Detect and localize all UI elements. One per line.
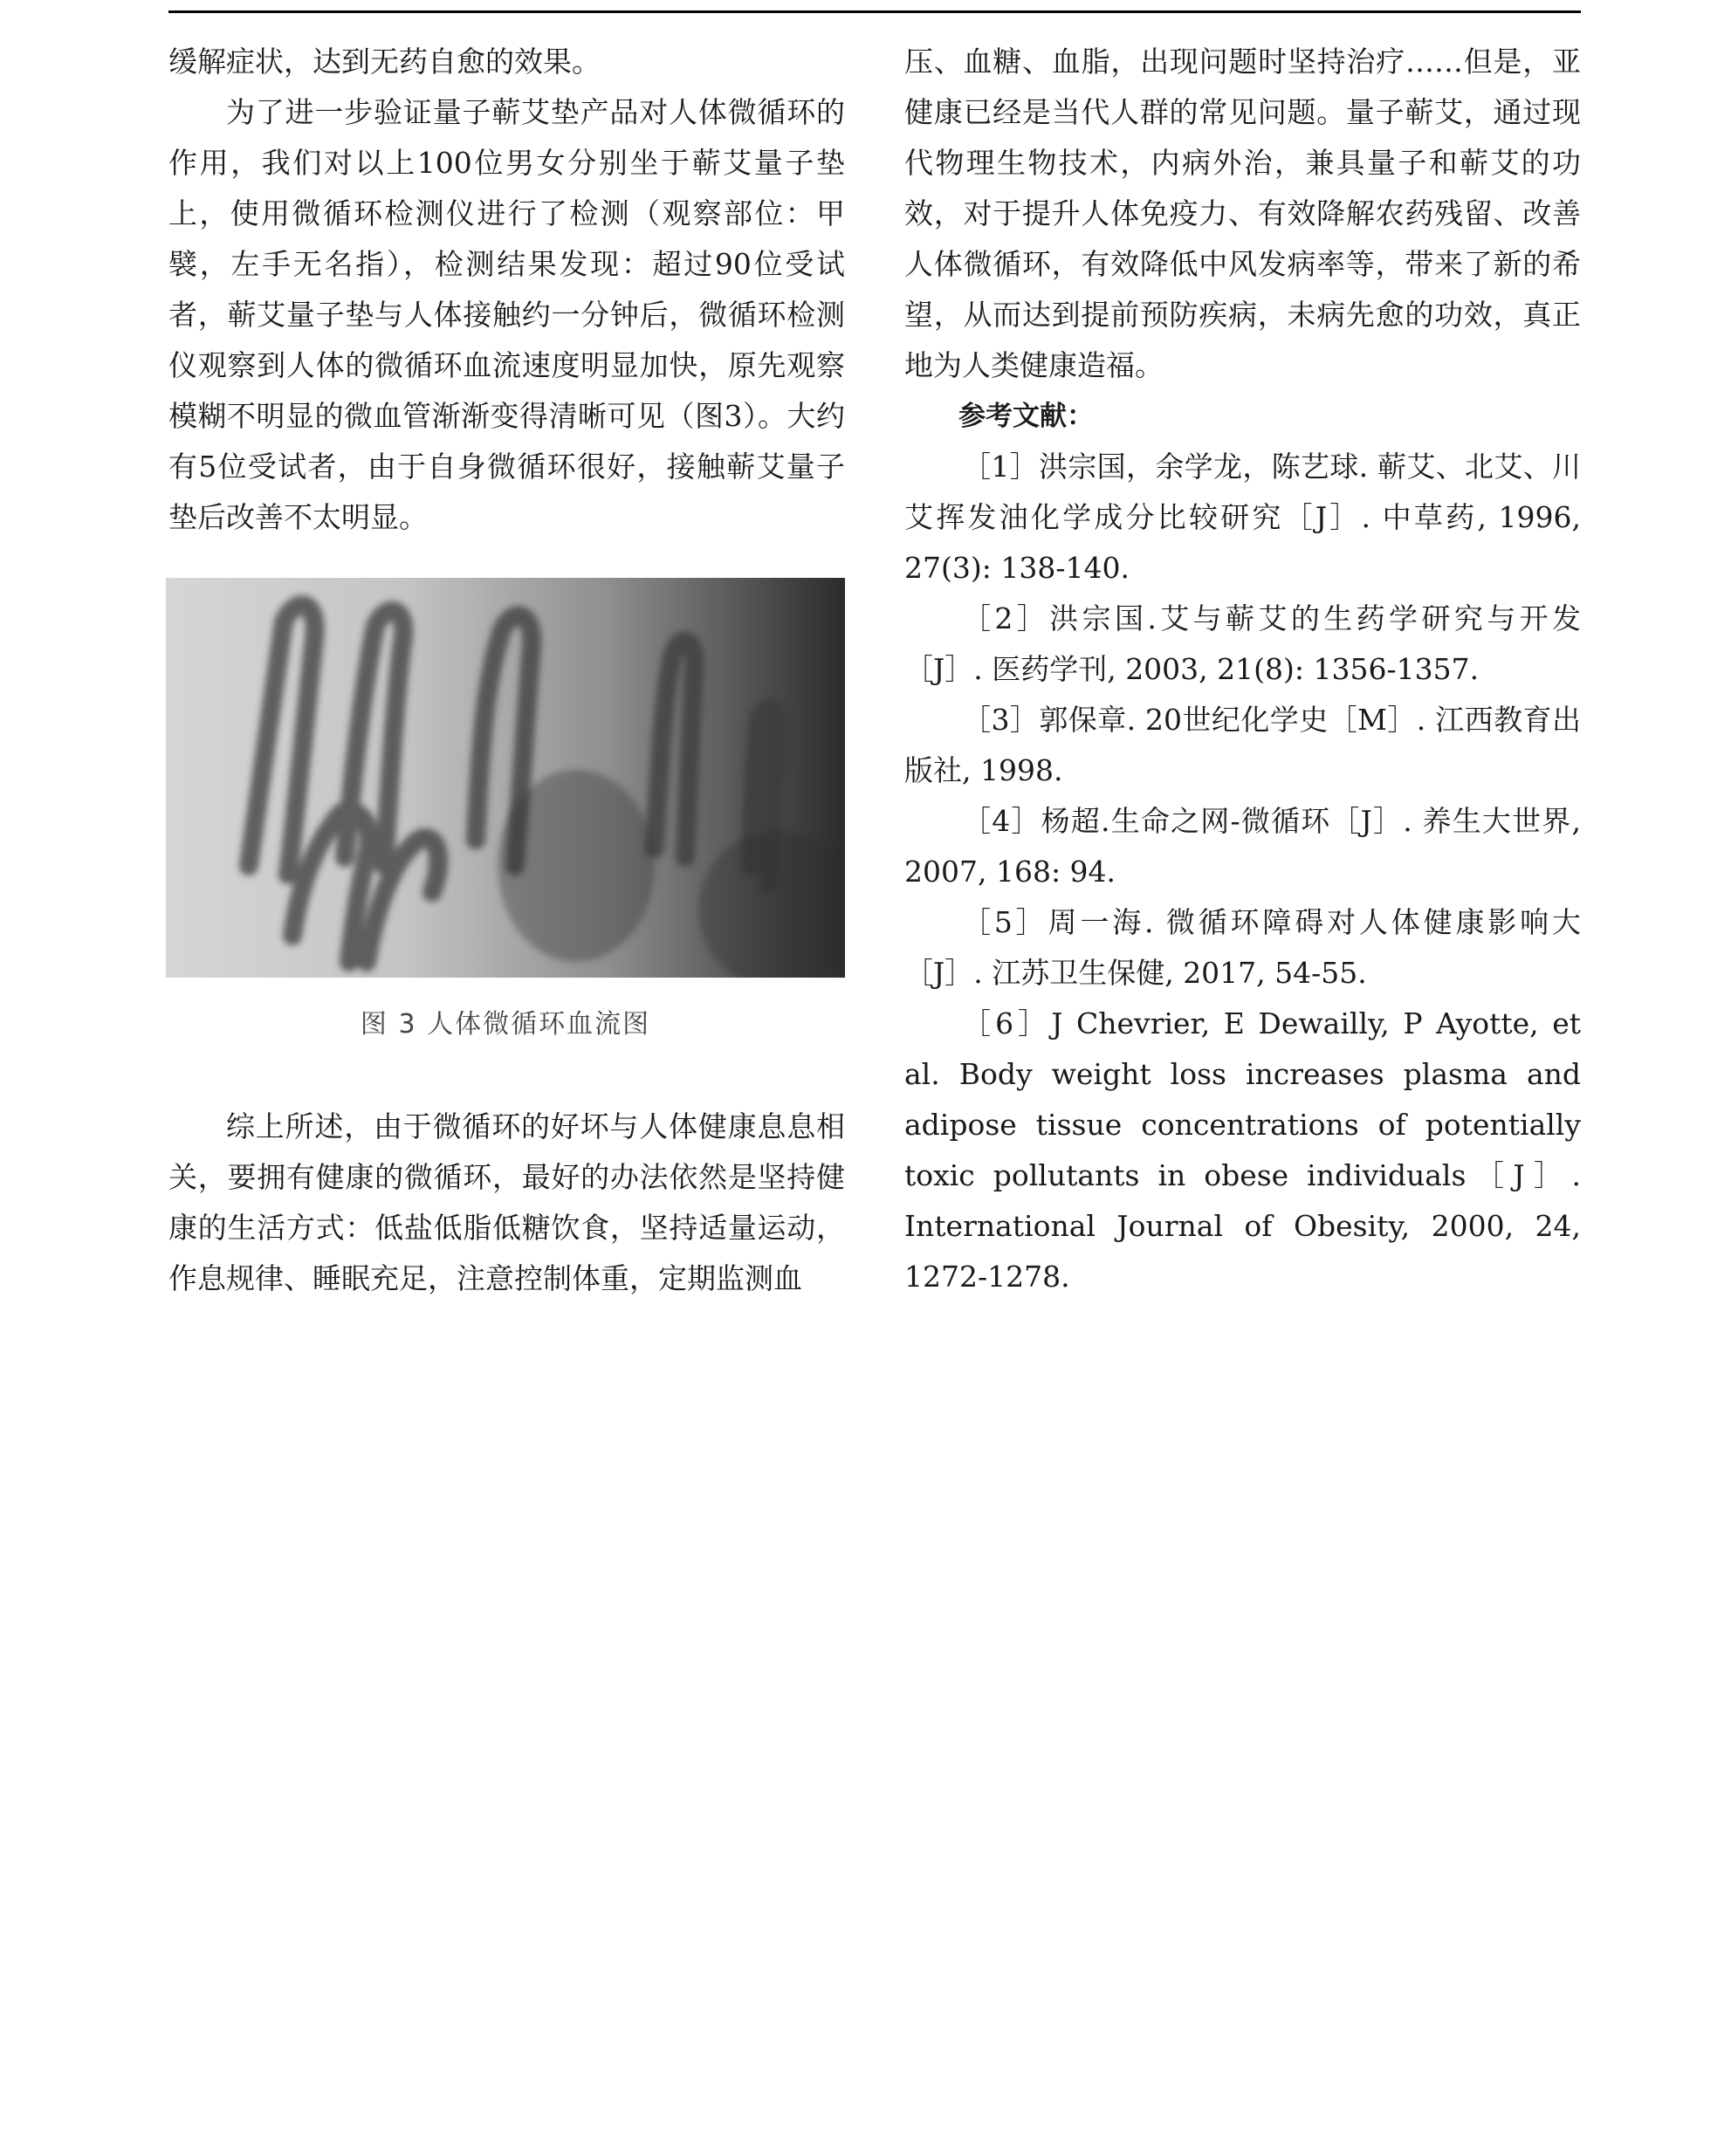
left-column bbox=[168, 37, 845, 543]
paragraph: 综上所述，由于微循环的好坏与人体健康息息相关，要拥有健康的微循环，最好的办法依然是坚持健康的生活方式：低盐低脂低糖饮食，坚持适量运动，作息规律、睡眠充足，注意控制体重，定期监测血 bbox=[168, 1109, 845, 1295]
right-column bbox=[904, 37, 1581, 1302]
header-rule bbox=[168, 10, 1581, 13]
paragraph: 压、血糖、血脂，出现问题时坚持治疗……但是，亚健康已经是当代人群的常见问题。量子蕲艾，通过现代物理生物技术，内病外治，兼具量子和蕲艾的功效，对于提升人体免疫力、有效降解农药残留、改善人体微循环，有效降低中风发病率等，带来了新的希望，从而达到提前预防疾病，未病先愈的功效，真正地为人类健康造福。 bbox=[904, 45, 1581, 382]
reference-item: ［5］周一海. 微循环障碍对人体健康影响大［J］. 江苏卫生保健, 2017, 54-55. bbox=[904, 905, 1581, 990]
figure-caption: 图 3 人体微循环血流图 bbox=[360, 1009, 651, 1040]
figure-3 bbox=[166, 578, 845, 1040]
capillary-loops-graphic bbox=[166, 578, 845, 978]
paragraph: 缓解症状，达到无药自愈的效果。 bbox=[168, 45, 601, 79]
references-title: 参考文献： bbox=[958, 401, 1094, 432]
reference-item: ［1］洪宗国，余学龙，陈艺球. 蕲艾、北艾、川艾挥发油化学成分比较研究［J］. 中草药, 1996, 27(3): 138-140. bbox=[904, 450, 1581, 585]
reference-item: ［2］洪宗国.艾与蕲艾的生药学研究与开发［J］. 医药学刊, 2003, 21(8): 1356-1357. bbox=[904, 601, 1581, 686]
left-column-continued bbox=[168, 1102, 845, 1304]
microcirculation-image bbox=[166, 578, 845, 978]
reference-item: ［3］郭保章. 20世纪化学史［M］. 江西教育出版社, 1998. bbox=[904, 703, 1581, 787]
paragraph: 为了进一步验证量子蕲艾垫产品对人体微循环的作用，我们对以上100位男女分别坐于蕲艾量子垫上，使用微循环检测仪进行了检测（观察部位：甲襞，左手无名指），检测结果发现：超过90位受试者，蕲艾量子垫与人体接触约一分钟后，微循环检测仪观察到人体的微循环血流速度明显加快，原先观察模糊不明显的微血管渐渐变得清晰可见（图3）。大约有5位受试者，由于自身微循环很好，接触蕲艾量子垫后改善不太明显。 bbox=[168, 95, 845, 534]
reference-item: ［4］杨超.生命之网-微循环［J］. 养生大世界, 2007, 168: 94. bbox=[904, 804, 1581, 889]
reference-item: ［6］J Chevrier, E Dewailly, P Ayotte, et al. Body weight loss increases plasma and adipose tissue concentrations of potentially toxic pollutants in obese individuals［J］. International Journal of Obesity, 2000, 24, 1272-1278. bbox=[904, 1006, 1581, 1294]
